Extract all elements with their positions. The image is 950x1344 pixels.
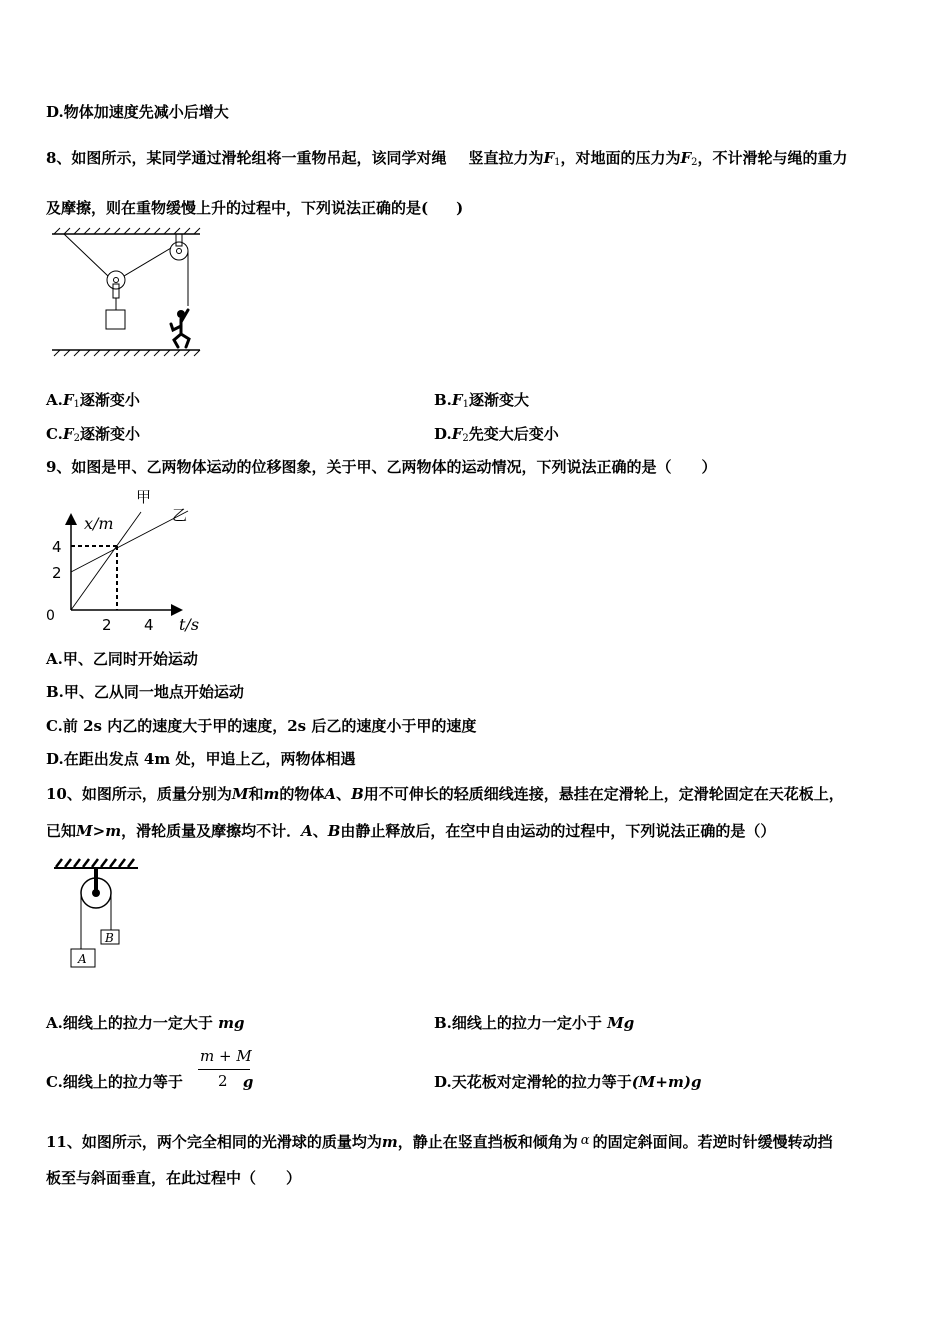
q9-series-yi-label: 乙 bbox=[172, 506, 188, 524]
q10-option-c-fraction-denominator: 2 bbox=[218, 1072, 228, 1090]
q10-sep2: 、 bbox=[312, 822, 328, 840]
q8-option-c-label: C. bbox=[46, 425, 63, 443]
q10-option-a-var: mg bbox=[218, 1014, 245, 1032]
q8-option-d-label: D. bbox=[434, 425, 452, 443]
q8-stem-1a: 8、如图所示，某同学通过滑轮组将一重物吊起，该同学对绳 bbox=[46, 149, 447, 167]
q10-option-c-var: g bbox=[242, 1073, 254, 1091]
q10-stem-2b: ，滑轮质量及摩擦均不计． bbox=[121, 822, 302, 840]
q9-series-jia-label: 甲 bbox=[136, 488, 152, 506]
q10-M-gt-m: M>m bbox=[76, 822, 122, 840]
q9-option-b: B.甲、乙从同一地点开始运动 bbox=[46, 683, 244, 701]
q10-stem-1b: 的物体 bbox=[279, 785, 325, 803]
q8-stem-2: 及摩擦，则在重物缓慢上升的过程中，下列说法正确的是( bbox=[46, 199, 429, 217]
q8-option-a-F: F bbox=[62, 391, 74, 409]
q8-stem-1b: 竖直拉力为 bbox=[468, 149, 544, 167]
q10-stem-line1 bbox=[46, 784, 844, 804]
q9-option-d: D.在距出发点 4m 处，甲追上乙，两物体相遇 bbox=[46, 750, 356, 768]
q11-m: m bbox=[381, 1133, 398, 1151]
q10-option-d bbox=[434, 1072, 701, 1092]
q8-option-a bbox=[46, 390, 140, 415]
q10-m: m bbox=[263, 785, 280, 803]
q8-option-c-F: F bbox=[62, 425, 74, 443]
q8-stem-1c: ，对地面的压力为 bbox=[560, 149, 681, 167]
q11-stem-1b: ，静止在竖直挡板和倾角为 bbox=[397, 1133, 578, 1151]
q8-option-b-text: 逐渐变大 bbox=[468, 391, 529, 409]
q8-option-c-text: 逐渐变小 bbox=[79, 425, 140, 443]
q9-xtick-4: 4 bbox=[144, 616, 154, 634]
q8-option-d-sub: 2 bbox=[462, 433, 469, 444]
q11-alpha: α bbox=[580, 1133, 590, 1148]
q10-stem-2c: 由静止释放后，在空中自由运动的过程中，下列说法正确的是（） bbox=[340, 822, 776, 840]
q8-option-d bbox=[434, 424, 559, 449]
q10-option-c bbox=[46, 1072, 253, 1092]
q8-option-d-text: 先变大后变小 bbox=[468, 425, 559, 443]
q8-pulley-figure bbox=[50, 226, 205, 358]
q9-option-c: C.前 2s 内乙的速度大于甲的速度，2s 后乙的速度小于甲的速度 bbox=[46, 717, 477, 735]
q8-option-c bbox=[46, 424, 140, 449]
q10-A: A bbox=[324, 785, 337, 803]
q10-stem-1a: 10、如图所示，质量分别为 bbox=[46, 785, 232, 803]
q8-option-a-text: 逐渐变小 bbox=[79, 391, 140, 409]
q10-option-d-text: D.天花板对定滑轮的拉力等于 bbox=[434, 1073, 632, 1091]
q8-option-d-F: F bbox=[451, 425, 463, 443]
q8-F1: F bbox=[543, 149, 555, 167]
q10-option-b-var: Mg bbox=[607, 1014, 635, 1032]
q10-atwood-figure bbox=[50, 856, 145, 976]
q8-option-a-sub: 1 bbox=[73, 399, 80, 410]
q10-option-c-fraction-bar bbox=[198, 1069, 250, 1070]
q11-stem-line2: 板至与斜面垂直，在此过程中（ ） bbox=[46, 1169, 302, 1187]
q9-xt-graph bbox=[40, 486, 215, 636]
q10-fig-label-a: A bbox=[78, 952, 87, 966]
q10-and: 和 bbox=[248, 785, 264, 803]
q8-option-b-label: B. bbox=[434, 391, 452, 409]
q8-F2: F bbox=[680, 149, 692, 167]
q9-stem: 9、如图是甲、乙两物体运动的位移图象，关于甲、乙两物体的运动情况，下列说法正确的是（ ） bbox=[46, 458, 717, 476]
q9-ylabel: x/m bbox=[84, 514, 114, 533]
q8-option-b-F: F bbox=[451, 391, 463, 409]
q9-ytick-2: 2 bbox=[52, 564, 62, 582]
q10-option-b bbox=[434, 1013, 634, 1033]
q8-F1-sub: 1 bbox=[554, 157, 561, 168]
q10-M: M bbox=[231, 785, 249, 803]
q8-stem-2-end: ) bbox=[456, 199, 464, 217]
q8-option-a-label: A. bbox=[46, 391, 63, 409]
q9-xlabel: t/s bbox=[179, 615, 200, 634]
q10-fig-label-b: B bbox=[105, 931, 114, 945]
q10-sep: 、 bbox=[336, 785, 352, 803]
q8-option-b bbox=[434, 390, 529, 415]
q8-option-c-sub: 2 bbox=[73, 433, 80, 444]
q8-F2-sub: 2 bbox=[691, 157, 698, 168]
q9-ytick-4: 4 bbox=[52, 538, 62, 556]
q10-option-b-text: B.细线上的拉力一定小于 bbox=[434, 1014, 602, 1032]
q9-xtick-2: 2 bbox=[102, 616, 112, 634]
q10-option-c-text: C.细线上的拉力等于 bbox=[46, 1073, 183, 1091]
q10-B: B bbox=[351, 785, 364, 803]
q8-stem-line1 bbox=[46, 148, 848, 173]
q7-option-d: D.物体加速度先减小后增大 bbox=[46, 103, 229, 121]
q10-stem-1c: 用不可伸长的轻质细线连接，悬挂在定滑轮上，定滑轮固定在天花板上， bbox=[363, 785, 844, 803]
q10-option-c-fraction-numerator: m + M bbox=[200, 1047, 252, 1065]
q10-A2: A bbox=[301, 822, 313, 840]
q11-stem-1c: 的固定斜面间。若逆时针缓慢转动挡 bbox=[592, 1133, 833, 1151]
q8-option-b-sub: 1 bbox=[462, 399, 469, 410]
q8-stem-1d: ，不计滑轮与绳的重力 bbox=[697, 149, 848, 167]
q10-option-a-text: A.细线上的拉力一定大于 bbox=[46, 1014, 213, 1032]
q10-B2: B bbox=[327, 822, 341, 840]
q9-option-a: A.甲、乙同时开始运动 bbox=[46, 650, 198, 668]
q10-option-a bbox=[46, 1013, 244, 1033]
q10-stem-2a: 已知 bbox=[46, 822, 77, 840]
q10-option-d-var: (M+m)g bbox=[631, 1073, 702, 1091]
q10-stem-line2 bbox=[46, 821, 775, 841]
q11-stem-line1 bbox=[46, 1131, 833, 1152]
q11-stem-1a: 11、如图所示，两个完全相同的光滑球的质量均为 bbox=[46, 1133, 382, 1151]
q8-stem-line2 bbox=[46, 198, 463, 218]
q9-origin: 0 bbox=[46, 608, 55, 624]
